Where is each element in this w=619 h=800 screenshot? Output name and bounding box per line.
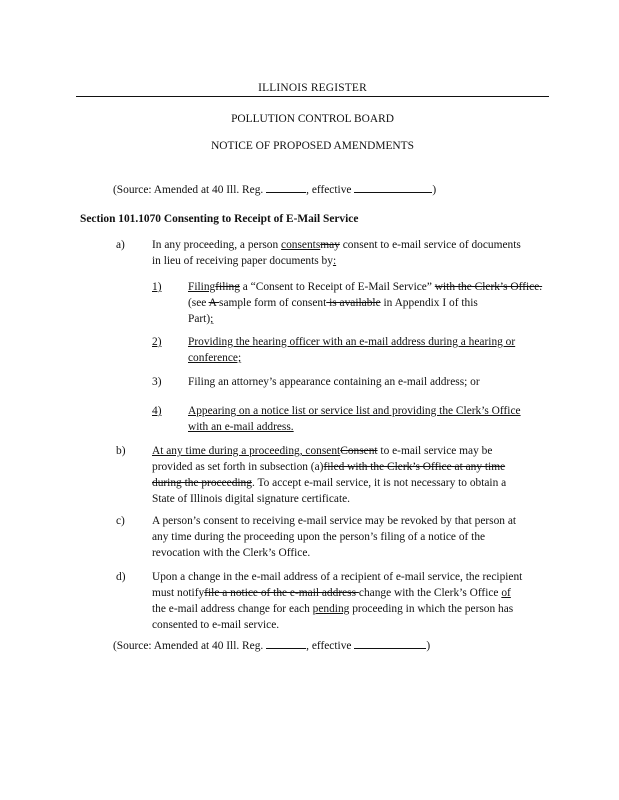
a2-l2: conference;	[188, 352, 242, 364]
b-t4: provided as set forth in subsection (a)	[152, 461, 324, 473]
a-del-may: may	[320, 239, 340, 251]
source-note-bottom	[113, 637, 430, 654]
b-del-filed: filed with the Clerk’s Office at any time	[323, 461, 506, 473]
item-3-label: 3)	[152, 376, 162, 388]
para-d-label: d)	[116, 571, 126, 583]
source-close: )	[432, 184, 437, 196]
a-t5: in lieu of receiving paper documents by	[152, 255, 333, 267]
reg-blank	[266, 637, 306, 649]
a1-del-filing: filing	[215, 281, 240, 293]
d-t8: proceeding in which the person has	[349, 603, 514, 615]
source-close: )	[426, 640, 431, 652]
item-4	[188, 403, 548, 435]
c-l3: revocation with the Clerk’s Office.	[152, 547, 311, 559]
a1-ins-semicolon: ;	[210, 313, 214, 325]
d-l4: consented to e-mail service.	[152, 619, 280, 631]
a4-l1: Appearing on a notice list or service list and providing the Clerk’s Office	[188, 405, 521, 417]
para-c-label: c)	[116, 515, 125, 527]
header-rule	[76, 96, 549, 97]
a1-t7: sample form of consent	[219, 297, 327, 309]
b-t3: to e-mail service may be	[377, 445, 493, 457]
source-prefix: (Source: Amended at 40 Ill. Reg.	[113, 184, 264, 196]
d-l1: Upon a change in the e-mail address of a recipient of e-mail service, the recipient	[152, 571, 523, 583]
a1-del-clerk: with the Clerk’s Office.	[434, 281, 543, 293]
para-b	[152, 443, 552, 507]
para-a-label: a)	[116, 239, 125, 251]
source-note-top	[113, 181, 436, 198]
item-2	[188, 334, 548, 366]
a1-t5: (see	[188, 297, 209, 309]
register-title: ILLINOIS REGISTER	[258, 82, 367, 94]
c-l2: any time during the proceeding upon the person’s filing of a notice of the	[152, 531, 486, 543]
d-t6: the e-mail address change for each	[152, 603, 313, 615]
reg-blank	[266, 181, 306, 193]
d-ins-of: of	[501, 587, 511, 599]
date-blank	[354, 637, 426, 649]
a-t1: In any proceeding, a person	[152, 239, 282, 251]
source-prefix: (Source: Amended at 40 Ill. Reg.	[113, 640, 264, 652]
a1-ins-filing: Filing	[188, 281, 216, 293]
a-t4: consent to e-mail service of documents	[339, 239, 521, 251]
b-ins-anytime: At any time during a proceeding, consent	[152, 445, 341, 457]
source-effective: , effective	[306, 640, 352, 652]
a1-del-available: is available	[326, 297, 381, 309]
b-t8: State of Illinois digital signature certificate.	[152, 493, 351, 505]
a4-l2: with an e-mail address.	[188, 421, 294, 433]
a1-del-a: A	[208, 297, 220, 309]
board-name: POLLUTION CONTROL BOARD	[231, 113, 394, 125]
item-1-label: 1)	[152, 281, 162, 293]
item-2-label: 2)	[152, 336, 162, 348]
item-4-label: 4)	[152, 405, 162, 417]
b-del-during: during the proceeding	[152, 477, 252, 489]
a1-t3: a “Consent to Receipt of E-Mail Service”	[239, 281, 435, 293]
d-t2: must notify	[152, 587, 205, 599]
d-t4: change with the Clerk’s Office	[358, 587, 502, 599]
notice-title: NOTICE OF PROPOSED AMENDMENTS	[211, 140, 414, 152]
para-c	[152, 513, 552, 561]
item-3: Filing an attorney’s appearance containing an e-mail address; or	[188, 376, 480, 388]
d-del-file: file a notice of the e-mail address	[204, 587, 359, 599]
c-l1: A person’s consent to receiving e-mail service may be revoked by that person at	[152, 515, 517, 527]
b-t7: . To accept e-mail service, it is not necessary to obtain a	[251, 477, 507, 489]
d-ins-pending: pending	[312, 603, 350, 615]
source-effective: , effective	[306, 184, 352, 196]
section-heading: Section 101.1070 Consenting to Receipt of E-Mail Service	[80, 213, 359, 225]
a1-t9: in Appendix I of this	[380, 297, 478, 309]
para-a	[152, 237, 552, 269]
a2-l1: Providing the hearing officer with an e-mail address during a hearing or	[188, 336, 516, 348]
para-b-label: b)	[116, 445, 126, 457]
b-del-consent: Consent	[340, 445, 378, 457]
a-ins-consents: consents	[281, 239, 321, 251]
a1-t10: Part)	[188, 313, 211, 325]
para-d	[152, 569, 552, 633]
date-blank	[354, 181, 432, 193]
item-1	[188, 279, 548, 327]
a-ins-colon: :	[332, 255, 337, 267]
